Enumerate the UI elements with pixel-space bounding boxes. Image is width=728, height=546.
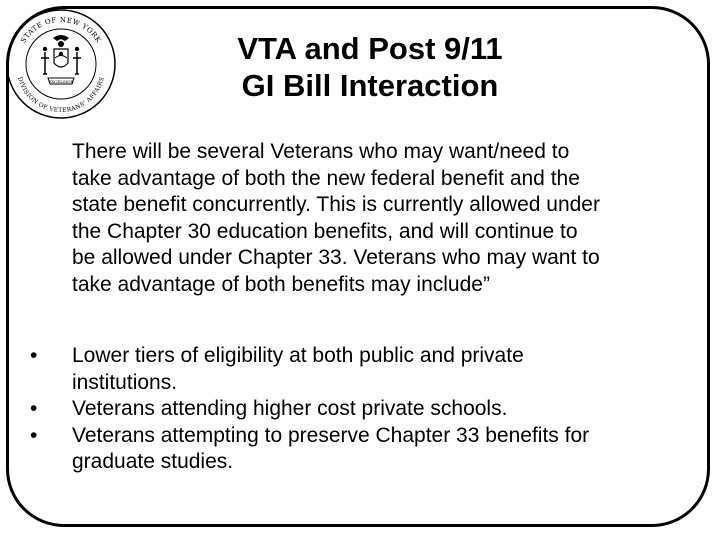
intro-line: the Chapter 30 education benefits, and will continue to bbox=[72, 219, 578, 243]
svg-text:EXCELSIOR: EXCELSIOR bbox=[48, 79, 74, 84]
bullet-item bbox=[30, 423, 710, 476]
title-line-1: VTA and Post 9/11 bbox=[237, 31, 503, 66]
bullet-marker: • bbox=[30, 344, 38, 367]
bullet-marker: • bbox=[30, 397, 38, 421]
bullet-text-line: institutions. bbox=[72, 370, 178, 394]
bullet-item bbox=[30, 343, 710, 396]
intro-line: take advantage of both benefits may include” bbox=[72, 272, 490, 296]
bullet-text-line: Lower tiers of eligibility at both public and private bbox=[72, 344, 524, 367]
bullet-text-line: Veterans attending higher cost private schools. bbox=[72, 397, 508, 421]
bullet-list bbox=[30, 343, 710, 476]
svg-text:STATE OF NEW YORK: STATE OF NEW YORK bbox=[19, 15, 103, 45]
intro-line: state benefit concurrently. This is currently allowed under bbox=[72, 193, 600, 217]
intro-line: There will be several Veterans who may want/need to bbox=[72, 140, 570, 163]
ny-state-seal-icon bbox=[5, 8, 117, 120]
intro-line: be allowed under Chapter 33. Veterans who may want to bbox=[72, 246, 600, 270]
bullet-text-line: Veterans attempting to preserve Chapter 33 benefits for bbox=[72, 423, 590, 447]
bullet-marker: • bbox=[30, 423, 38, 447]
bullet-item bbox=[30, 396, 710, 423]
slide-title bbox=[150, 30, 590, 104]
svg-text:DIVISION OF VETERANS' AFFAIRS: DIVISION OF VETERANS' AFFAIRS bbox=[16, 76, 106, 115]
bullet-text-line: graduate studies. bbox=[72, 450, 234, 474]
intro-line: take advantage of both the new federal benefit and the bbox=[72, 166, 580, 190]
title-line-2: GI Bill Interaction bbox=[241, 68, 499, 103]
intro-paragraph bbox=[72, 139, 702, 299]
